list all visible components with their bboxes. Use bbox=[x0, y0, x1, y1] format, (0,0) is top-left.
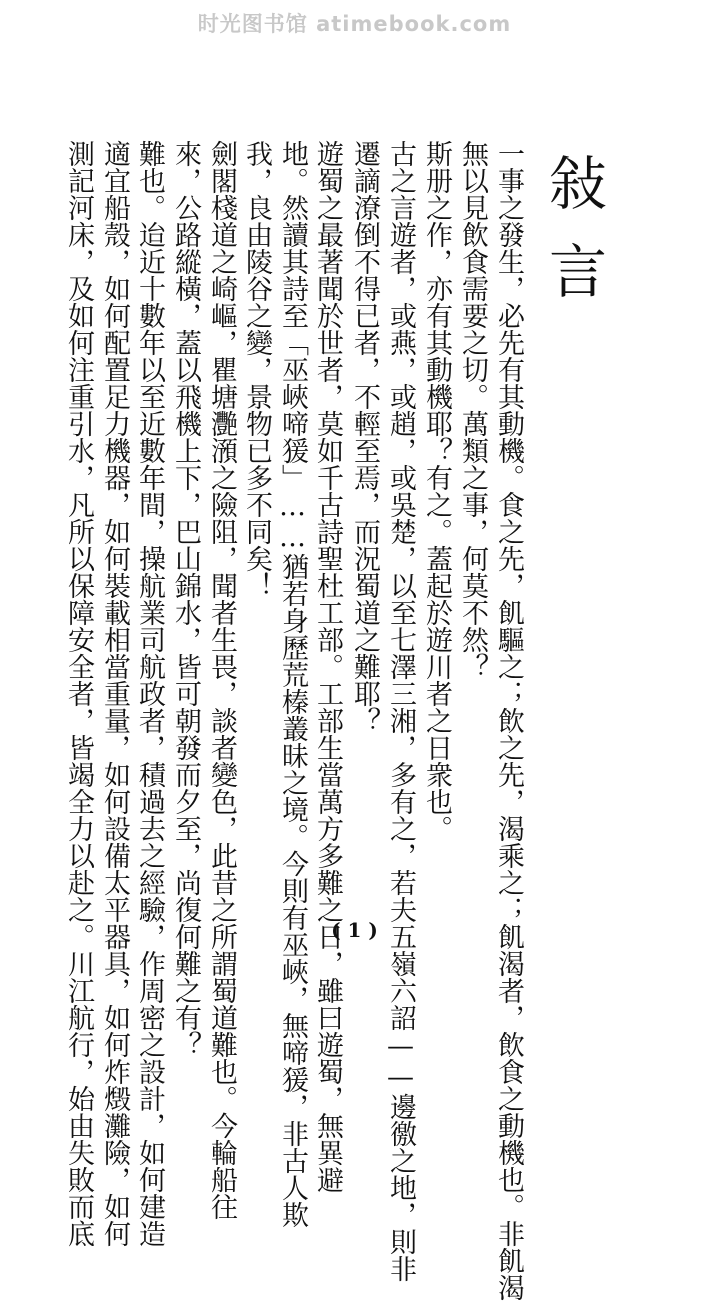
title-char-1: 敍 bbox=[548, 150, 607, 218]
text-column-6: 遊蜀之最著聞於世者，莫如千古詩聖杜工部。工部生當萬方多難之日，雖曰遊蜀，無異避 bbox=[312, 140, 343, 1193]
text-column-3: 斯册之作，亦有其動機耶？有之。蓋起於遊川者之日衆也。 bbox=[421, 140, 452, 842]
text-column-1: 一事之發生，必先有其動機。食之先，飢驅之；飲之先，渴乘之；飢渴者，飲食之動機也。非飢渴 bbox=[493, 140, 524, 1301]
text-column-11: 難也。迨近十數年以至近數年間，操航業司航政者，積過去之經驗，作周密之設計，如何建造 bbox=[134, 140, 165, 1247]
title-char-2: 言 bbox=[548, 238, 607, 306]
text-column-8: 我，良由陵谷之變，景物已多不同矣！ bbox=[241, 140, 272, 599]
text-column-5: 遷謫潦倒不得已者，不輕至焉，而況蜀道之難耶？ bbox=[349, 140, 380, 734]
section-title bbox=[540, 140, 616, 316]
text-column-12: 適宜船殼，如何配置足力機器，如何裝載相當重量，如何設備太平器具，如何炸燬灘險，如何 bbox=[99, 140, 130, 1247]
text-column-10: 來，公路縱橫，蓋以飛機上下，巴山錦水，皆可朝發而夕至，尚復何難之有？ bbox=[170, 140, 201, 1058]
text-column-4: 古之言遊者，或燕，或趙，或吳楚，以至七澤三湘，多有之，若夫五嶺六詔——邊徼之地，則非 bbox=[385, 140, 416, 1282]
text-column-13: 測記河床，及如何注重引水，凡所以保障安全者，皆竭全力以赴之。川江航行，始由失敗而底 bbox=[63, 140, 94, 1247]
text-column-9: 劍閣棧道之崎嶇，瞿塘灧澦之險阻，聞者生畏，談者變色，此昔之所謂蜀道難也。今輪船往 bbox=[206, 140, 237, 1220]
text-column-2: 無以見飲食需要之切。萬類之事，何莫不然？ bbox=[457, 140, 488, 680]
text-column-7: 地。然讀其詩至「巫峽啼猨」……猶若身歷荒榛叢昧之境。今則有巫峽，無啼猨，非古人欺 bbox=[277, 140, 308, 1228]
watermark: 时光图书馆 atimebook.com bbox=[197, 12, 512, 36]
page-number: ( 1 ) bbox=[331, 918, 378, 942]
